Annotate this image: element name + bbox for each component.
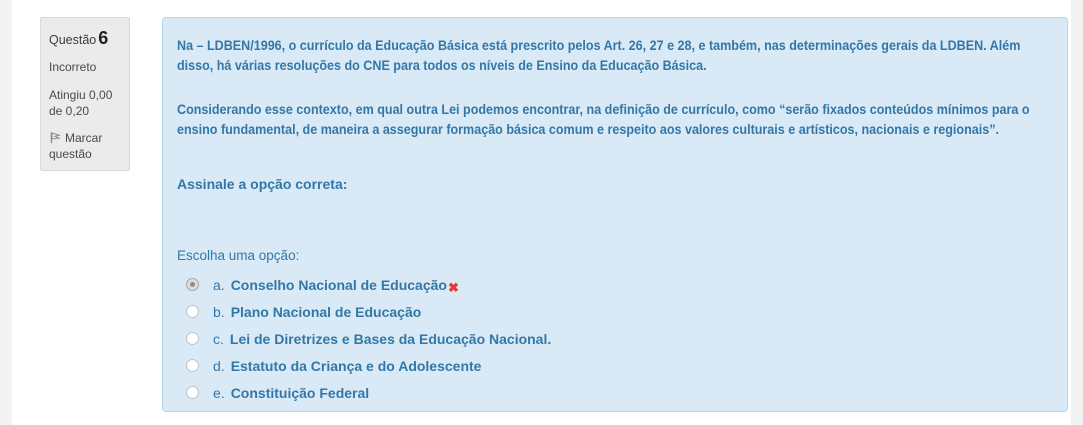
answer-option-b [177, 298, 1053, 325]
question-number: 6 [98, 28, 109, 48]
option-label[interactable]: Lei de Diretrizes e Bases da Educação Nacional. [229, 330, 552, 347]
option-label[interactable]: Conselho Nacional de Educação [230, 276, 447, 293]
option-label[interactable]: Plano Nacional de Educação [230, 303, 422, 320]
question-paragraph-2: Considerando esse contexto, em qual outra Lei podemos encontrar, na definição de currículo, como “serão fixados conteúdos mínimos para o ensino fundamental, de maneira a assegurar formação básica comum e respeito aos valores culturais e artísticos, nacionais e regionais”. [177, 102, 1030, 137]
option-label[interactable]: Constituição Federal [230, 384, 370, 401]
radio-button[interactable] [186, 386, 199, 399]
flag-icon [49, 131, 62, 144]
question-number-line [49, 28, 121, 49]
option-letter: a. [213, 276, 225, 293]
incorrect-icon: ✖ [447, 279, 459, 295]
question-info-panel [40, 17, 130, 171]
radio-button[interactable] [186, 359, 199, 372]
question-panel [162, 17, 1068, 412]
question-paragraph-1: Na – LDBEN/1996, o currículo da Educação Básica está prescrito pelos Art. 26, 27 e 28, e também, nas determinações gerais da LDBEN. Além disso, há várias resoluções do CNE para todos os níveis de Ensino da Educação Básica. [177, 38, 1021, 73]
flag-question-label: Marcar questão [49, 131, 103, 161]
answer-options [177, 271, 1053, 406]
flag-question-link[interactable] [49, 130, 121, 162]
answer-option-d [177, 352, 1053, 379]
question-status: Incorreto [49, 60, 97, 74]
question-instruction: Assinale a opção correta: [177, 176, 348, 192]
radio-button[interactable] [186, 305, 199, 318]
option-label[interactable]: Estatuto da Criança e do Adolescente [230, 357, 482, 374]
option-letter: e. [213, 384, 225, 401]
option-letter: c. [213, 330, 224, 347]
question-grade: Atingiu 0,00 de 0,20 [49, 88, 113, 118]
answer-option-a [177, 271, 1053, 298]
option-letter: d. [213, 357, 225, 374]
answer-option-e [177, 379, 1053, 406]
choose-option-prompt: Escolha uma opção: [177, 248, 300, 263]
option-letter: b. [213, 303, 225, 320]
radio-button[interactable] [186, 278, 199, 291]
answer-option-c [177, 325, 1053, 352]
page-content [12, 0, 1071, 425]
question-label: Questão [49, 33, 97, 47]
radio-button[interactable] [186, 332, 199, 345]
